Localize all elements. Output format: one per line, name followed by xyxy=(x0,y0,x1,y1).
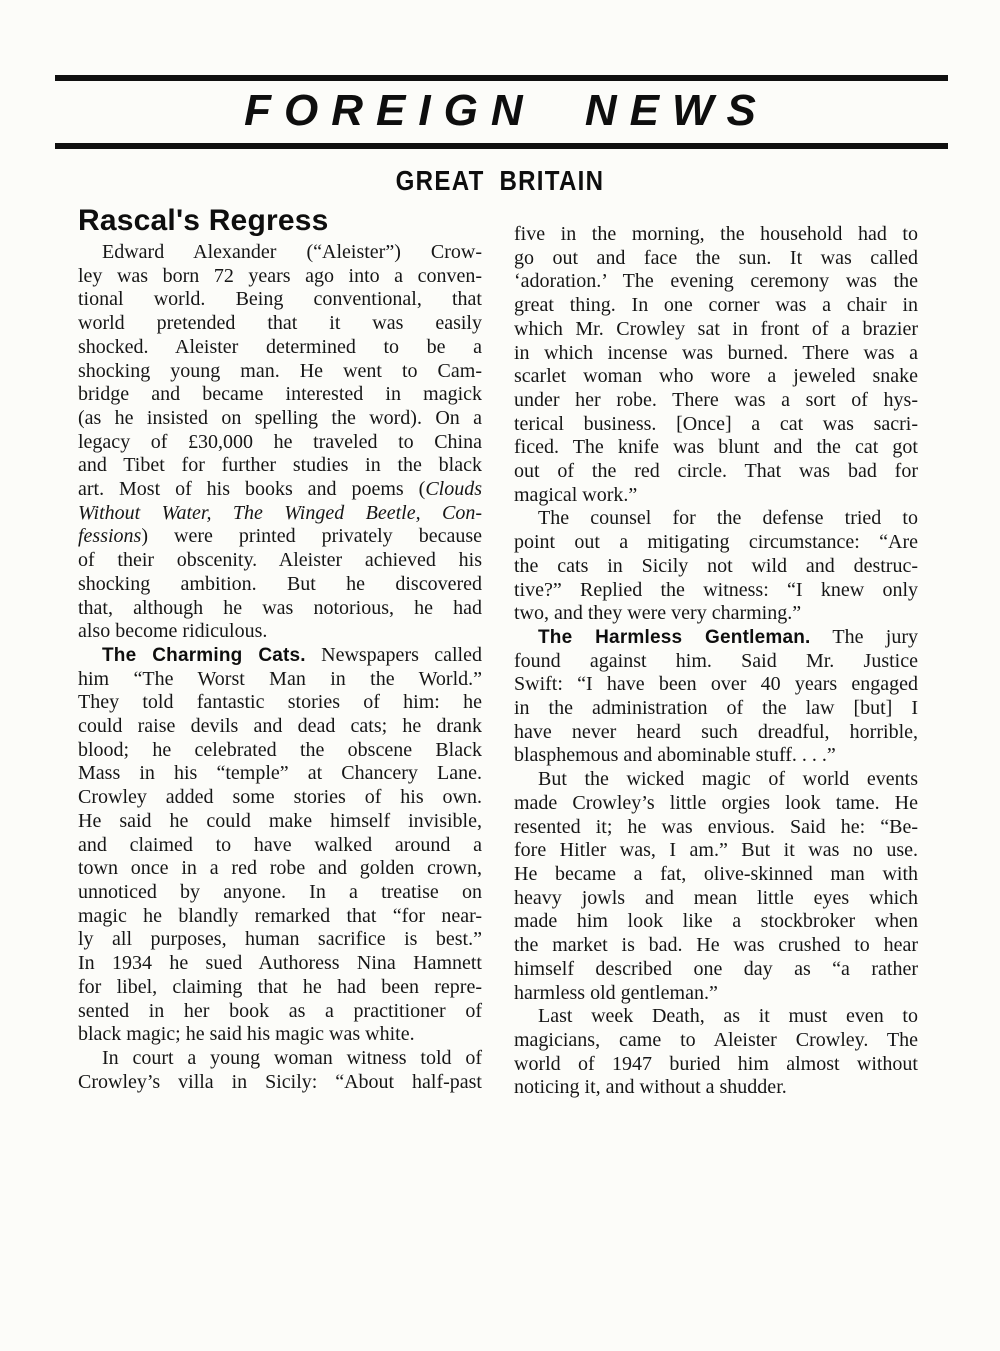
column-right xyxy=(514,206,918,1100)
text-line: go out and face the sun. It was called xyxy=(514,246,918,269)
text-line: resented it; he was envious. Said he: “Be- xyxy=(514,815,918,838)
text-line: which Mr. Crowley sat in front of a brazier xyxy=(514,317,918,340)
text-line: scarlet woman who wore a jeweled snake xyxy=(514,365,918,388)
text-line: could raise devils and dead cats; he drank xyxy=(78,715,482,738)
text-line: noticing it, and without a shudder. xyxy=(514,1076,787,1099)
text-line: tive?” Replied the witness: “I knew only xyxy=(514,578,918,601)
text-line xyxy=(78,478,482,502)
text-line xyxy=(78,502,482,526)
paragraph xyxy=(78,644,482,1047)
text-line: blasphemous and abominable stuff. . . .” xyxy=(514,744,836,767)
text-line: But the wicked magic of world events xyxy=(538,768,918,791)
text-line: ‘adoration.’ The evening ceremony was the xyxy=(514,270,918,293)
masthead-title: FOREIGN NEWS xyxy=(244,86,769,135)
text-line: that, although he was notorious, he had xyxy=(78,596,482,619)
text-line: ley was born 72 years ago into a conven- xyxy=(78,264,482,287)
text-line: found against him. Said Mr. Justice xyxy=(514,649,918,672)
text-line: magicians, came to Aleister Crowley. The xyxy=(514,1028,918,1051)
text-line: Crowley added some stories of his own. xyxy=(78,786,482,809)
text-line: legacy of £30,000 he traveled to China xyxy=(78,430,482,453)
text-line: He said he could make himself invisible, xyxy=(78,809,482,832)
text-segment: Newspapers called xyxy=(305,643,482,666)
paragraph xyxy=(514,626,918,768)
paragraph xyxy=(514,223,918,507)
text-line: shocking young man. He went to Cam- xyxy=(78,359,482,382)
text-line: black magic; he said his magic was white. xyxy=(78,1023,415,1046)
text-line: ly all purposes, human sacrifice is best.” xyxy=(78,928,482,951)
text-line: two, and they were very charming.” xyxy=(514,602,802,625)
italic-text: fessions xyxy=(78,525,142,548)
paragraph xyxy=(514,507,918,626)
text-line: magical work.” xyxy=(514,483,638,506)
text-line: He became a fat, olive-skinned man with xyxy=(514,862,918,885)
text-line: great thing. In one corner was a chair in xyxy=(514,294,918,317)
text-line: Crowley’s villa in Sicily: “About half-past xyxy=(78,1070,482,1093)
italic-text: Without Water, The Winged Beetle, Con- xyxy=(78,501,482,524)
text-line: himself described one day as “a rather xyxy=(514,957,918,980)
text-line: bridge and became interested in magick xyxy=(78,383,482,406)
text-segment: ) were printed privately because xyxy=(141,525,482,548)
text-line: ficed. The knife was blunt and the cat got xyxy=(514,436,918,459)
column-left xyxy=(78,206,482,1100)
paragraph xyxy=(78,1047,482,1094)
text-line: him “The Worst Man in the World.” xyxy=(78,667,482,690)
text-line: In 1934 he sued Authoress Nina Hamnett xyxy=(78,952,482,975)
paragraph xyxy=(78,241,482,644)
section-heading: GREAT BRITAIN xyxy=(395,165,605,196)
text-line: sented in her book as a practitioner of xyxy=(78,999,482,1022)
text-segment: art. Most of his books and poems ( xyxy=(78,478,426,501)
text-line: terical business. [Once] a cat was sacri- xyxy=(514,412,918,435)
text-line: tional world. Being conventional, that xyxy=(78,288,482,311)
text-line: They told fantastic stories of him: he xyxy=(78,691,482,714)
text-line: under her robe. There was a sort of hys- xyxy=(514,388,918,411)
text-line xyxy=(78,644,482,668)
text-line xyxy=(514,626,918,650)
text-line: shocked. Aleister determined to be a xyxy=(78,335,482,358)
text-line: Last week Death, as it must even to xyxy=(538,1005,918,1028)
text-line: harmless old gentleman.” xyxy=(514,981,718,1004)
article-body xyxy=(78,206,918,1100)
text-line: world of 1947 buried him almost without xyxy=(514,1052,918,1075)
text-line: and Tibet for further studies in the black xyxy=(78,454,482,477)
text-line: also become ridiculous. xyxy=(78,620,268,643)
article-headline: Rascal's Regress xyxy=(78,204,329,237)
paragraph xyxy=(514,1005,918,1100)
text-line: of their obscenity. Aleister achieved his xyxy=(78,549,482,572)
text-line: (as he insisted on spelling the word). On a xyxy=(78,406,482,429)
text-line: town once in a red robe and golden crown, xyxy=(78,857,482,880)
text-line: The counsel for the defense tried to xyxy=(538,507,918,530)
text-line: Mass in his “temple” at Chancery Lane. xyxy=(78,762,482,785)
text-line: for libel, claiming that he had been repre- xyxy=(78,975,482,998)
text-line: have never heard such dreadful, horrible, xyxy=(514,720,918,743)
text-line: world pretended that it was easily xyxy=(78,312,482,335)
text-line xyxy=(78,525,482,549)
text-line: made him look like a stockbroker when xyxy=(514,910,918,933)
run-in-head: The Harmless Gentleman. xyxy=(538,626,811,648)
text-line: blood; he celebrated the obscene Black xyxy=(78,738,482,761)
text-line: magic he blandly remarked that “for near- xyxy=(78,904,482,927)
text-line: the cats in Sicily not wild and destruc- xyxy=(514,554,918,577)
masthead-rule-top xyxy=(55,75,948,81)
masthead-rule-bottom xyxy=(55,143,948,149)
text-line: shocking ambition. But he discovered xyxy=(78,572,482,595)
text-line: Edward Alexander (“Aleister”) Crow- xyxy=(102,241,482,263)
text-line: in the administration of the law [but] I xyxy=(514,697,918,720)
run-in-head: The Charming Cats. xyxy=(102,644,306,666)
text-line: heavy jowls and mean little eyes which xyxy=(514,886,918,909)
text-line: five in the morning, the household had to xyxy=(514,223,918,245)
text-line: In court a young woman witness told of xyxy=(102,1046,482,1069)
text-segment: The jury xyxy=(810,625,919,648)
text-line: Swift: “I have been over 40 years engaged xyxy=(514,673,918,696)
text-line: in which incense was burned. There was a xyxy=(514,341,918,364)
italic-text: Clouds xyxy=(425,478,482,501)
text-line: the market is bad. He was crushed to hear xyxy=(514,934,918,957)
text-line: out of the red circle. That was bad for xyxy=(514,460,918,483)
paragraph xyxy=(514,768,918,1005)
text-line: point out a mitigating circumstance: “Are xyxy=(514,531,918,554)
text-line: and claimed to have walked around a xyxy=(78,833,482,856)
text-line: made Crowley’s little orgies look tame. He xyxy=(514,791,918,814)
text-line: unnoticed by anyone. In a treatise on xyxy=(78,880,482,903)
text-line: fore Hitler was, I am.” But it was no use. xyxy=(514,839,918,862)
